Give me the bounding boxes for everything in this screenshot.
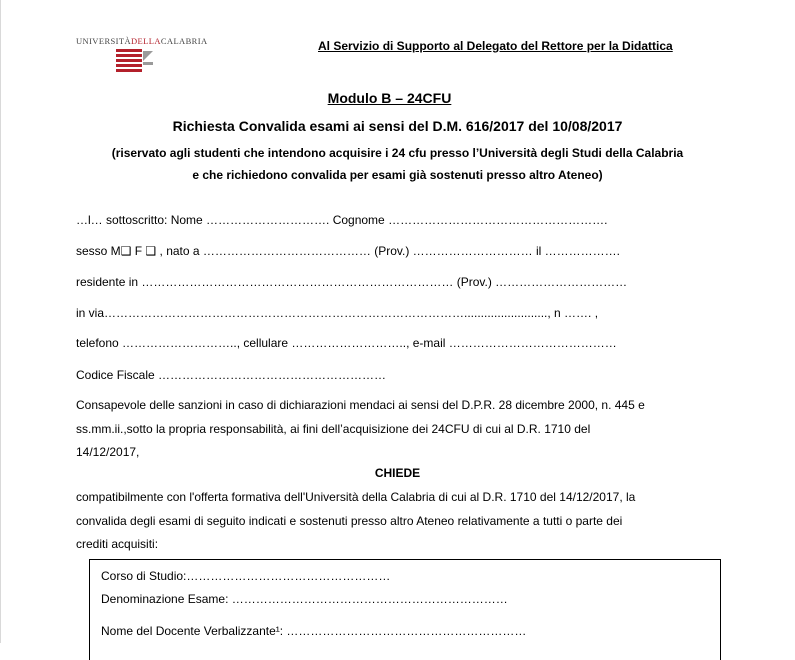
- request-heading: CHIEDE: [374, 466, 421, 480]
- university-logo: [76, 36, 208, 46]
- declaration-line-2: ss.mm.ii.,sotto la propria responsabilità, ai fini dell’acquisizione dei 24CFU di cui al D.R. 1710 del: [76, 422, 591, 436]
- request-line-3: crediti acquisiti:: [76, 537, 159, 551]
- logo-wordmark: UNIVERSITÀDELLACALABRIA: [76, 36, 208, 46]
- exam-name-field: Denominazione Esame: ……………………………………………………………: [101, 592, 508, 606]
- birth-line: sesso M❑ F ❑ , nato a …………………………………… (Prov.) ………………………… il ……………….: [76, 244, 621, 258]
- declaration-line-3: 14/12/2017,: [76, 445, 140, 459]
- fiscal-code-line: Codice Fiscale …………………………………………………: [76, 368, 387, 382]
- recipient-header: Al Servizio di Supporto al Delegato del Rettore per la Didattica: [318, 39, 673, 53]
- declaration-line-1: Consapevole delle sanzioni in caso di dichiarazioni mendaci ai sensi del D.P.R. 28 dicembre 2000, n. 445 e: [76, 398, 645, 412]
- form-note-line-2: e che richiedono convalida per esami già sostenuti presso altro Ateneo): [192, 168, 603, 182]
- course-of-study-field: Corso di Studio:……………………………………………: [101, 569, 391, 583]
- request-line-1: compatibilmente con l'offerta formativa dell'Università della Calabria di cui al D.R. 1710 del 14/12/2017, la: [76, 490, 636, 504]
- request-line-2: convalida degli esami di seguito indicati e sostenuti presso altro Ateneo relativamente a tutti o parte dei: [76, 514, 623, 528]
- form-note-line-1: (riservato agli studenti che intendono acquisire i 24 cfu presso l’Università degli Studi della Calabria: [111, 146, 684, 160]
- form-subtitle: Richiesta Convalida esami ai sensi del D.M. 616/2017 del 10/08/2017: [172, 118, 623, 134]
- teacher-name-field: Nome del Docente Verbalizzante¹: ……………………………………………………: [101, 624, 527, 638]
- residence-line: residente in …………………………………………………………………… (Prov.) ……………………………: [76, 275, 628, 289]
- address-line: in via………………………………………………………………………………........................., n ……. ,: [76, 306, 599, 320]
- logo-emblem-icon: [116, 49, 154, 75]
- name-line: …l… sottoscritto: Nome …………………………. Cognome ……………………………………………….: [76, 213, 608, 227]
- form-title: Modulo B – 24CFU: [327, 90, 452, 106]
- contacts-line: telefono ……………………….., cellulare ……………………….., e-mail ……………………………………: [76, 336, 617, 350]
